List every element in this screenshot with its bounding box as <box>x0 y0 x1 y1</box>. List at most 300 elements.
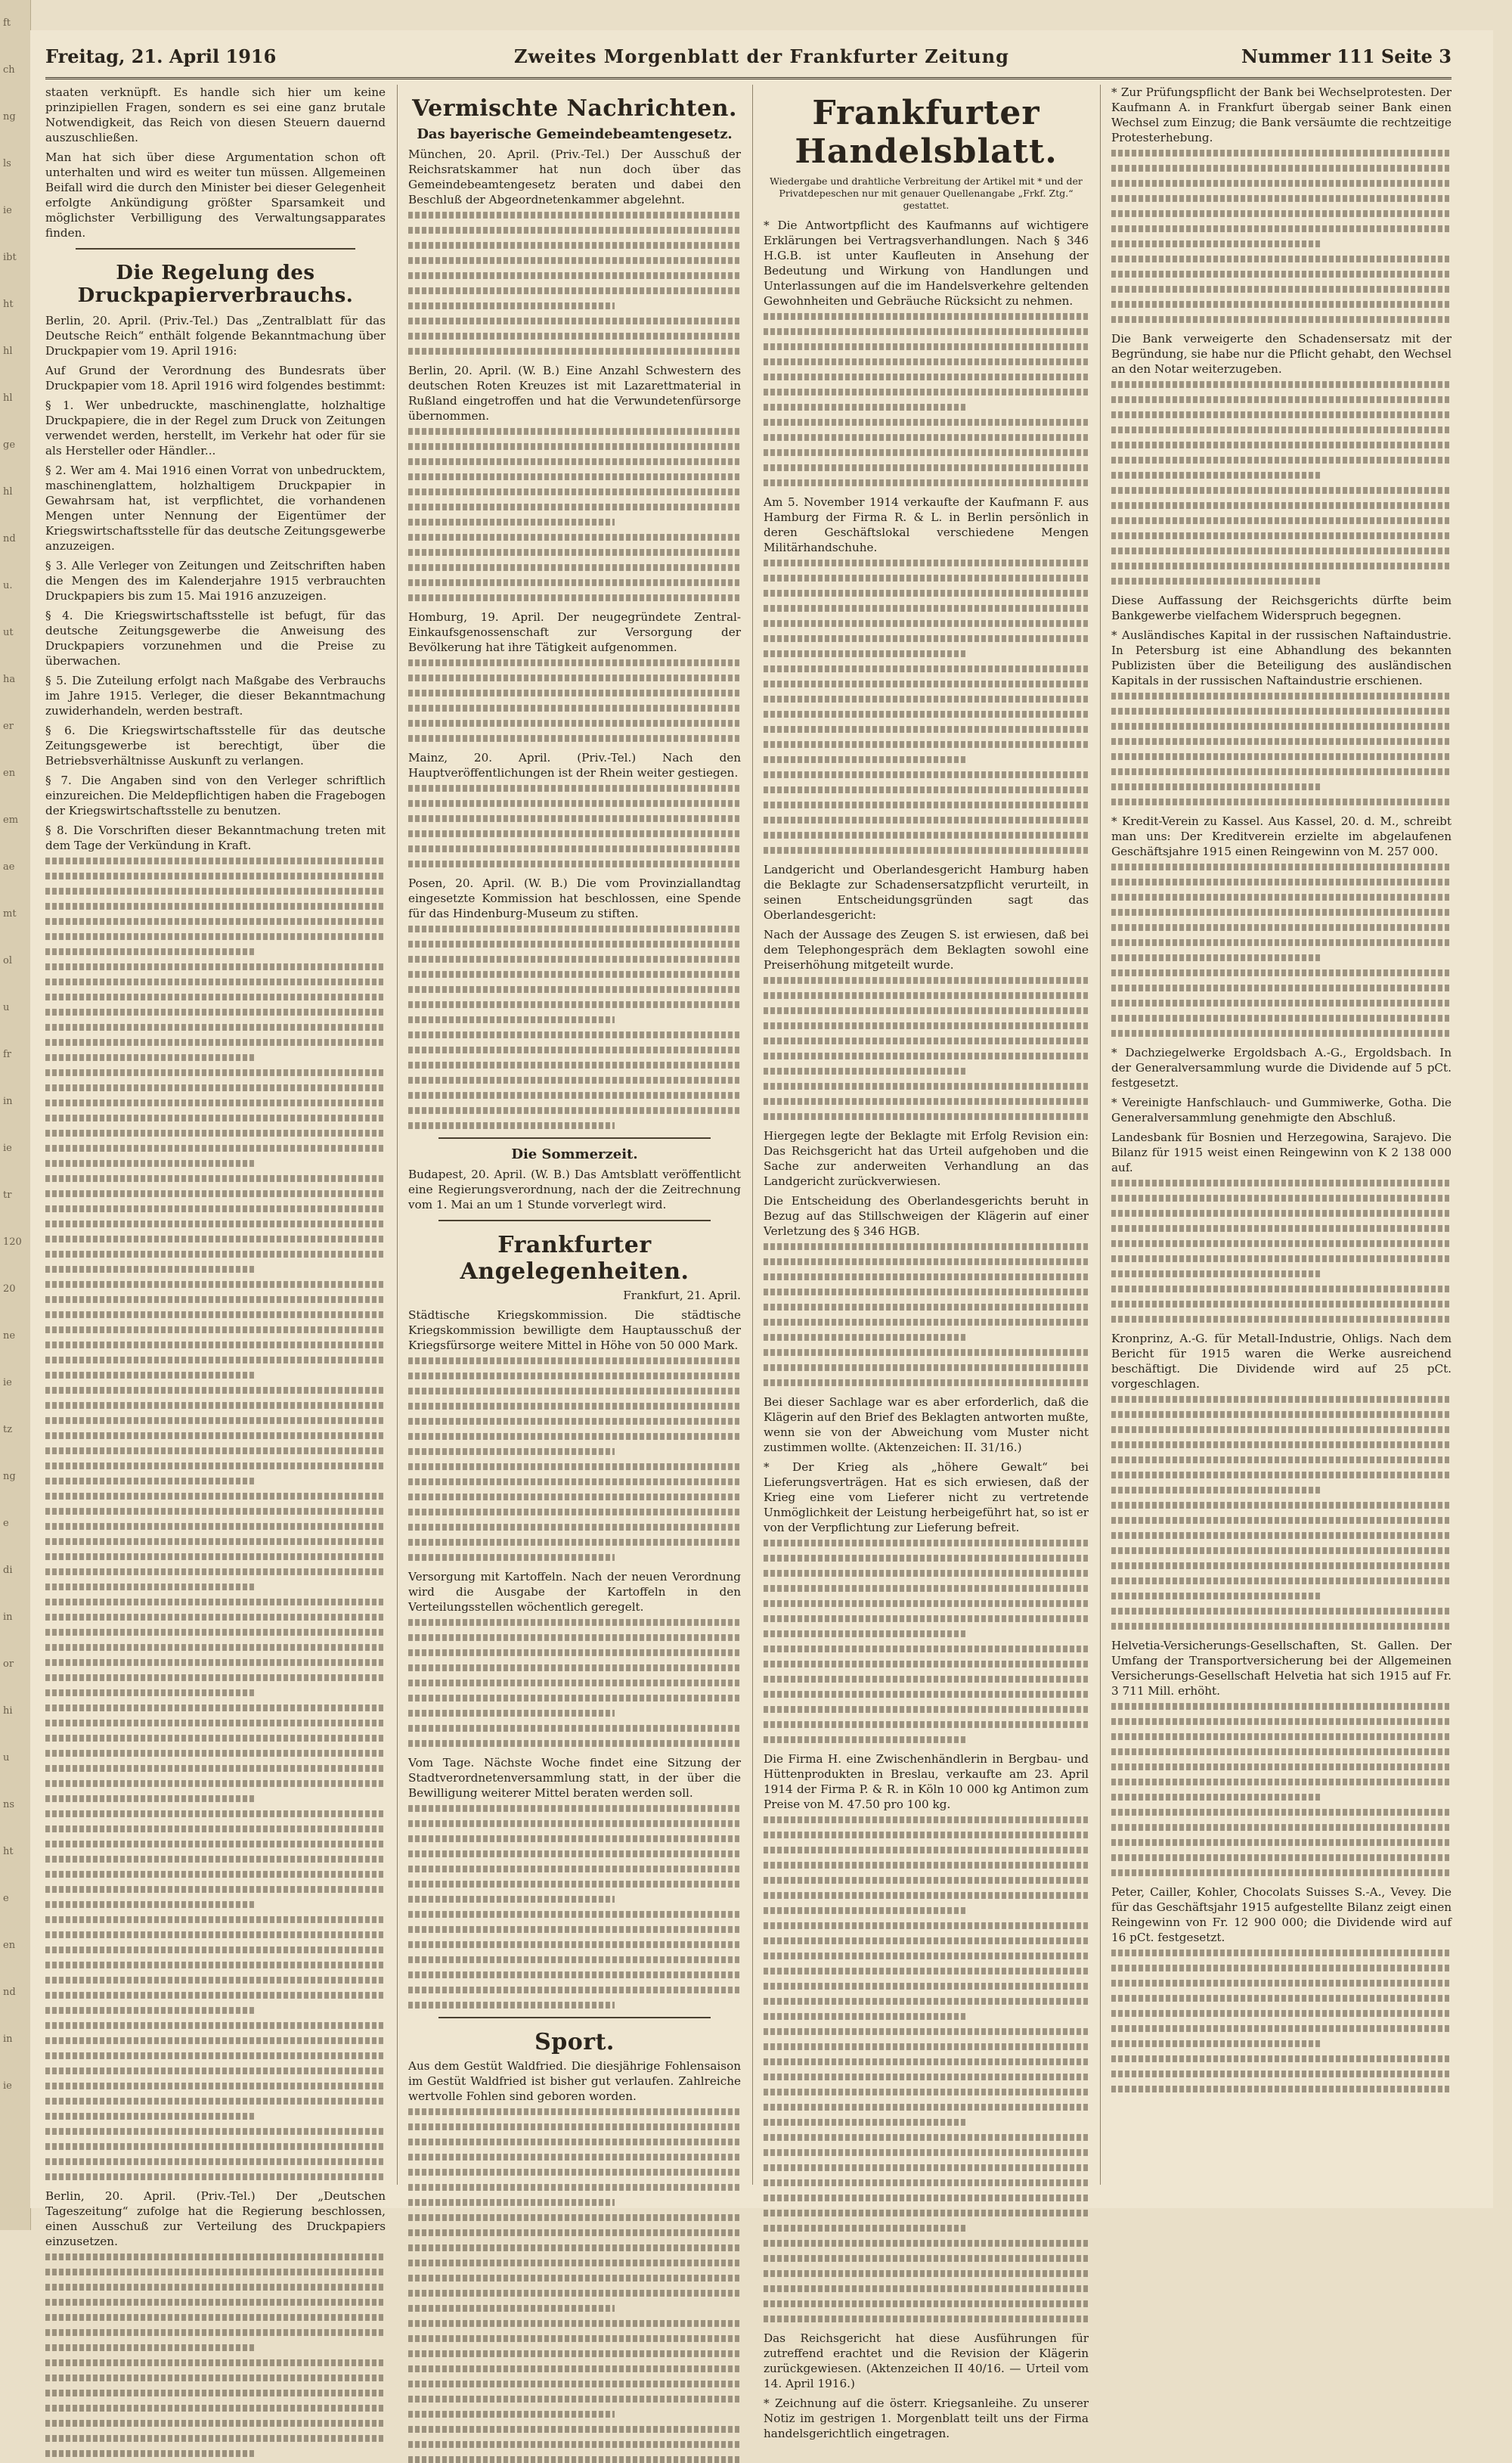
article-text: § 5. Die Zuteilung erfolgt nach Maßgabe des Verbrauchs im Jahre 1915. Verleger, die dieser Bekanntmachung zuwiderhandeln, werden bestraft. <box>45 674 386 718</box>
text-line <box>408 800 741 807</box>
article-text: Vom Tage. Nächste Woche findet eine Sitzung der Stadtverordnetenversammlung statt, in der über die Bewilligung weiterer Mittel beraten werden soll. <box>408 1756 741 1800</box>
text-line <box>764 1022 1089 1029</box>
text-line <box>408 705 741 712</box>
text-line <box>45 1160 256 1167</box>
article-text: * Dachziegelwerke Ergoldsbach A.-G., Ergoldsbach. In der Generalversammlung wurde die Dividende auf 5 pCt. festgesetzt. <box>1111 1046 1452 1090</box>
article-text: Städtische Kriegskommission. Die städtische Kriegskommission bewilligte dem Hauptausschuß der Kriegsfürsorge weitere Mittel in Höhe von 50 000 Mark. <box>408 1308 741 1352</box>
article-text: * Die Antwortpflicht des Kaufmanns auf wichtigere Erklärungen bei Vertragsverhandlungen. Nach § 346 H.G.B. ist unter Kaufleuten in Ansehung der Bedeutung und Wirkung von Handlungen und Unterlassungen auf die im Handelsverkehre geltenden Gewohnheiten und Gebräuche Rücksicht zu nehmen. <box>764 219 1089 308</box>
text-line <box>408 2139 741 2145</box>
margin-fragment: ng <box>3 111 16 123</box>
text-line <box>1111 301 1452 308</box>
text-line <box>45 1977 386 1984</box>
text-line <box>764 2255 1089 2262</box>
text-line <box>45 2098 386 2105</box>
text-line <box>1111 1950 1452 1956</box>
text-lines-filler <box>1111 864 1452 1037</box>
text-line <box>45 2435 386 2442</box>
text-line <box>408 458 741 465</box>
text-line <box>1111 1270 1322 1277</box>
text-line <box>408 2169 741 2176</box>
text-line <box>1111 225 1452 232</box>
text-line <box>1111 1869 1452 1876</box>
margin-fragment: ha <box>3 674 16 685</box>
text-line <box>764 1334 965 1341</box>
text-line <box>408 1926 741 1933</box>
text-line <box>764 1585 1089 1592</box>
text-line <box>764 2013 965 2020</box>
text-line <box>1111 256 1452 262</box>
text-line <box>764 2285 1089 2292</box>
text-line <box>1111 1180 1452 1187</box>
text-line <box>1111 1809 1452 1816</box>
text-line <box>1111 165 1452 172</box>
text-line <box>1111 969 1452 976</box>
text-line <box>764 1983 1089 1990</box>
article-text: § 1. Wer unbedruckte, maschinenglatte, holzhaltige Druckpapiere, die in der Regel zum Druck von Zeitungen verwendet werden, herstellt, im Verkehr hat oder für sie als Hersteller oder Händler... <box>45 399 386 458</box>
text-line <box>764 1907 965 1914</box>
text-line <box>1111 1794 1322 1801</box>
article-text: Peter, Cailler, Kohler, Chocolats Suisses S.-A., Vevey. Die für das Geschäftsjahr 1915 aufgestellte Bilanz zeigt einen Reingewinn von Fr. 12 900 000; die Dividende wird auf 16 pCt. festgesetzt. <box>1111 1885 1452 1944</box>
text-line <box>45 2037 386 2044</box>
article-text: Bei dieser Sachlage war es aber erforderlich, daß die Klägerin auf den Brief des Beklagten antworten mußte, wenn sie von der Abweichung vom Muster nicht zustimmen wollte. (Aktenzeichen: II. 31/16.) <box>764 1395 1089 1454</box>
text-line <box>408 2275 741 2282</box>
text-line <box>1111 894 1452 901</box>
text-line <box>45 1145 386 1152</box>
text-line <box>45 1478 256 1484</box>
text-line <box>408 1509 741 1515</box>
text-line <box>45 1236 386 1242</box>
article-text: § 3. Alle Verleger von Zeitungen und Zeitschriften haben die Mengen des im Kalenderjahre 1915 verbrauchten Druckpapiers bis zum 15. Mai 1916 anzuzeigen. <box>45 559 386 603</box>
text-line <box>408 1881 741 1888</box>
text-line <box>45 2067 386 2074</box>
text-line <box>45 933 386 940</box>
article-text: München, 20. April. (Priv.-Tel.) Der Ausschuß der Reichsratskammer hat nun doch über das Gemeindebeamtengesetz beraten und dabei den Beschluß der Abgeordnetenkammer abgelehnt. <box>408 147 741 206</box>
article-text: Berlin, 20. April. (W. B.) Eine Anzahl Schwestern des deutschen Roten Kreuzes ist mit Lazarettmaterial in Rußland eingetroffen und hat die Verwundetenfürsorge übernommen. <box>408 364 741 423</box>
text-line <box>408 1539 741 1546</box>
text-line <box>45 1750 386 1757</box>
text-line <box>408 1866 741 1872</box>
text-line <box>45 1674 386 1681</box>
text-line <box>45 2158 386 2165</box>
article-text: Homburg, 19. April. Der neugegründete Zentral-Einkaufsgenossenschaft zur Versorgung der Bevölkerung hat ihre Tätigkeit aufgenommen. <box>408 610 741 654</box>
text-lines-filler <box>764 1243 1089 1386</box>
text-line <box>45 2420 386 2427</box>
text-line <box>1111 210 1452 217</box>
text-line <box>45 1856 386 1863</box>
article-text: Mainz, 20. April. (Priv.-Tel.) Nach den Hauptveröffentlichungen ist der Rhein weiter gestiegen. <box>408 751 741 780</box>
text-line <box>45 1962 386 1968</box>
text-line <box>408 1122 615 1129</box>
text-line <box>45 1705 386 1711</box>
text-line <box>45 2390 386 2396</box>
text-line <box>408 2123 741 2130</box>
text-line <box>1111 381 1452 388</box>
text-line <box>764 1068 965 1075</box>
text-line <box>764 1691 1089 1698</box>
margin-fragment: tr <box>3 1190 12 1201</box>
article-text: Man hat sich über diese Argumentation schon oft unterhalten und wird es weiter tun müssen. Allgemeinen Beifall wird die durch den Minister bei dieser Gelegenheit erfolgte Ankündigung größter Sparsamkeit und möglichster Verbilligung des Verwaltungsapparates finden. <box>45 150 386 240</box>
text-line <box>1111 879 1452 886</box>
header-page-number: Nummer 111 Seite 3 <box>1241 45 1452 67</box>
text-line <box>45 1311 386 1318</box>
text-line <box>764 635 1089 642</box>
text-line <box>764 2134 1089 2141</box>
text-line <box>764 1540 1089 1546</box>
text-line <box>764 479 1089 486</box>
text-line <box>764 2210 1089 2216</box>
article-text: § 7. Die Angaben sind von den Verleger schriftlich einzureichen. Die Meldepflichtigen haben die Fragebogen der Kriegswirtschaftsstelle zu benutzen. <box>45 774 386 817</box>
article-text: § 6. Die Kriegswirtschaftsstelle für das deutsche Zeitungsgewerbe ist berechtigt, über die Betriebsverhältnisse Auskunft zu verlangen. <box>45 724 386 768</box>
text-line <box>408 845 741 852</box>
article-text: * Zur Prüfungspflicht der Bank bei Wechselprotesten. Der Kaufmann A. in Frankfurt übergab seiner Bank einen Wechsel zum Einzug; die Bank versäumte die rechtzeitige Protesterhebung. <box>1111 85 1452 144</box>
text-line <box>764 404 965 411</box>
text-line <box>1111 1577 1452 1584</box>
margin-fragment: ie <box>3 1377 12 1388</box>
text-line <box>408 287 741 294</box>
text-line <box>408 971 741 978</box>
text-line <box>408 2411 615 2418</box>
text-line <box>45 963 386 970</box>
text-line <box>408 2335 741 2342</box>
text-line <box>764 1832 1089 1838</box>
text-line <box>408 1820 741 1827</box>
text-line <box>764 1630 965 1637</box>
text-line <box>408 594 741 601</box>
margin-fragment: er <box>3 721 14 732</box>
text-line <box>764 802 1089 808</box>
article-text: Helvetia-Versicherungs-Gesellschaften, St. Gallen. Der Umfang der Transportversicherung bei der Allgemeinen Versicherungs-Gesellschaft Helvetia hat sich 1915 auf Fr. 3 711 Mill. erhöht. <box>1111 1639 1452 1698</box>
text-line <box>1111 1030 1452 1037</box>
text-line <box>408 1554 615 1561</box>
text-line <box>764 1007 1089 1014</box>
text-line <box>45 1508 386 1515</box>
text-line <box>45 1931 386 1938</box>
text-line <box>45 1901 256 1908</box>
text-lines-filler <box>408 1619 741 1747</box>
text-line <box>764 665 1089 672</box>
text-line <box>1111 1015 1452 1022</box>
text-line <box>45 1629 386 1636</box>
text-line <box>408 861 741 867</box>
text-line <box>408 242 741 249</box>
text-line <box>45 2083 386 2089</box>
text-lines-filler <box>1111 1950 1452 2092</box>
margin-fragment: fr <box>3 1049 12 1060</box>
text-line <box>45 2450 256 2457</box>
article-text: Das Reichsgericht hat diese Ausführungen für zutreffend erachtet und die Revision der Klägerin zurückgewiesen. (Aktenzeichen II 40/16. — Urteil vom 14. April 1916.) <box>764 2331 1089 2390</box>
margin-fragment: en <box>3 768 16 779</box>
text-line <box>45 1205 386 1212</box>
article-subheadline: Das bayerische Gemeindebeamtengesetz. <box>417 126 733 142</box>
text-line <box>1111 548 1452 554</box>
divider <box>438 1137 711 1139</box>
text-lines-filler <box>45 858 386 2180</box>
text-line <box>764 1289 1089 1295</box>
text-lines-filler <box>1111 1180 1452 1323</box>
text-line <box>764 2058 1089 2065</box>
text-line <box>764 2149 1089 2156</box>
text-lines-filler <box>408 212 741 355</box>
text-line <box>408 2244 741 2251</box>
text-line <box>408 1680 741 1686</box>
column-rule <box>1100 85 1101 2185</box>
margin-fragment: ol <box>3 955 12 966</box>
text-line <box>1111 723 1452 730</box>
text-lines-filler <box>408 1805 741 2009</box>
text-lines-filler <box>764 977 1089 1120</box>
text-line <box>408 1403 741 1410</box>
text-line <box>45 1659 386 1666</box>
text-line <box>408 1805 741 1812</box>
text-line <box>45 1372 256 1379</box>
text-lines-filler <box>1111 381 1452 585</box>
article-text: Berlin, 20. April. (Priv.-Tel.) Der „Deutschen Tageszeitung“ zufolge hat die Regierung beschlossen, einen Ausschuß zur Verteilung des Druckpapiers einzusetzen. <box>45 2189 386 2248</box>
text-line <box>408 785 741 792</box>
text-line <box>764 1600 1089 1607</box>
text-line <box>45 1432 386 1439</box>
text-line <box>408 2260 741 2266</box>
text-line <box>45 1841 386 1847</box>
margin-fragment: ft <box>3 17 11 29</box>
text-line <box>1111 316 1452 323</box>
text-line <box>1111 1824 1452 1831</box>
text-lines-filler <box>408 926 741 1129</box>
text-lines-filler <box>1111 150 1452 323</box>
text-line <box>408 1478 741 1485</box>
text-line <box>764 741 1089 748</box>
article-subheadline: Die Sommerzeit. <box>511 1146 638 1162</box>
text-line <box>1111 1441 1452 1448</box>
margin-fragment: u. <box>3 580 13 591</box>
section-headline: Frankfurter Angelegenheiten. <box>460 1232 689 1285</box>
article-text: Budapest, 20. April. (W. B.) Das Amtsblatt veröffentlicht eine Regierungsverordnung, nach der die Zeitrechnung vom 1. Mai an um 1 Stunde vorverlegt wird. <box>408 1168 741 1211</box>
text-line <box>45 1296 386 1303</box>
text-line <box>408 1092 741 1099</box>
text-line <box>45 2052 386 2059</box>
margin-fragment: ge <box>3 439 16 451</box>
text-line <box>764 1646 1089 1652</box>
text-line <box>45 1251 386 1258</box>
text-line <box>408 1463 741 1470</box>
text-line <box>764 2043 1089 2050</box>
text-line <box>408 1941 741 1948</box>
text-line <box>1111 240 1322 247</box>
text-line <box>1111 909 1452 916</box>
margin-fragment: or <box>3 1658 14 1670</box>
text-line <box>764 1555 1089 1562</box>
text-line <box>45 918 386 925</box>
text-line <box>45 2113 256 2120</box>
text-line <box>45 1039 386 1046</box>
text-line <box>45 1463 386 1469</box>
text-line <box>408 1494 741 1500</box>
text-line <box>764 786 1089 793</box>
text-line <box>764 2089 1089 2095</box>
text-line <box>1111 502 1452 509</box>
text-line <box>45 1553 386 1560</box>
text-line <box>45 1447 386 1454</box>
text-line <box>408 2290 741 2297</box>
header-date: Freitag, 21. April 1916 <box>45 45 277 67</box>
text-line <box>408 986 741 993</box>
text-line <box>408 941 741 948</box>
text-line <box>1111 1703 1452 1710</box>
text-lines-filler <box>45 2254 386 2457</box>
text-line <box>764 726 1089 733</box>
text-line <box>764 771 1089 778</box>
text-line <box>45 858 386 864</box>
text-line <box>408 519 615 526</box>
text-lines-filler <box>408 428 741 601</box>
margin-fragment: ut <box>3 627 14 638</box>
text-line <box>408 272 741 279</box>
text-line <box>1111 1396 1452 1403</box>
article-text: Die Bank verweigerte den Schadensersatz mit der Begründung, sie habe nur die Pflicht gehabt, den Wechsel an den Notar weiterzugeben. <box>1111 332 1452 376</box>
text-line <box>408 2456 741 2463</box>
text-line <box>408 2199 615 2206</box>
text-line <box>45 1402 386 1409</box>
text-line <box>1111 195 1452 202</box>
text-line <box>1111 1623 1452 1630</box>
text-line <box>1111 768 1452 775</box>
text-line <box>45 1992 386 1999</box>
text-line <box>1111 1718 1452 1725</box>
text-line <box>1111 2055 1452 2062</box>
text-line <box>1111 939 1452 946</box>
margin-fragment: tz <box>3 1424 13 1435</box>
text-line <box>45 2375 386 2381</box>
margin-fragment: hl <box>3 346 13 357</box>
text-lines-filler <box>764 1540 1089 1743</box>
margin-fragment: u <box>3 1002 10 1013</box>
text-line <box>764 992 1089 999</box>
text-line <box>45 948 256 955</box>
text-line <box>1111 985 1452 991</box>
text-line <box>1111 1608 1452 1615</box>
text-line <box>408 1448 615 1455</box>
divider <box>438 2017 711 2018</box>
text-line <box>764 2074 1089 2080</box>
text-line <box>408 549 741 556</box>
text-line <box>764 817 1089 824</box>
article-text: * Zeichnung auf die österr. Kriegsanleihe. Zu unserer Notiz im gestrigen 1. Morgenblatt teilt uns der Firma handelsgerichtlich eingetragen. <box>764 2396 1089 2440</box>
article-text: Kronprinz, A.-G. für Metall-Industrie, Ohligs. Nach dem Bericht für 1915 waren die Werke ausreichend beschäftigt. Die Dividende wird auf 25 pCt. vorgeschlagen. <box>1111 1332 1452 1391</box>
text-line <box>408 1619 741 1626</box>
margin-fragment: e <box>3 1893 9 1904</box>
text-line <box>1111 1000 1452 1007</box>
margin-fragment: ng <box>3 1471 16 1482</box>
margin-fragment: nd <box>3 533 16 544</box>
text-line <box>408 2381 741 2387</box>
text-line <box>45 1689 256 1696</box>
text-line <box>764 1364 1089 1371</box>
text-line <box>45 2405 386 2412</box>
text-line <box>1111 1487 1322 1494</box>
column-3 <box>764 85 1089 2440</box>
text-line <box>45 1947 386 1953</box>
text-line <box>408 1001 741 1008</box>
text-line <box>45 1069 386 1076</box>
margin-fragment: hl <box>3 486 13 498</box>
article-text: Die Firma H. eine Zwischenhändlerin in Bergbau- und Hüttenprodukten in Breslau, verkaufte am 23. April 1914 der Firma P. & R. in Köln 10 000 kg Antimon zum Preise von M. 47.50 pro 100 kg. <box>764 1752 1089 1811</box>
text-line <box>408 2441 741 2448</box>
text-line <box>764 1847 1089 1853</box>
margin-fragment: di <box>3 1565 13 1576</box>
text-line <box>764 1243 1089 1250</box>
text-line <box>45 1326 386 1333</box>
text-line <box>764 696 1089 703</box>
text-line <box>1111 2086 1452 2092</box>
article-text: Aus dem Gestüt Waldfried. Die diesjährige Fohlensaison im Gestüt Waldfried ist bisher gut verlaufen. Zahlreiche wertvolle Fohlen sind geboren worden. <box>408 2059 741 2103</box>
text-line <box>45 2314 386 2321</box>
margin-fragment: ie <box>3 205 12 216</box>
text-line <box>1111 2071 1452 2077</box>
text-line <box>1111 1502 1452 1509</box>
article-headline: Die Regelung des Druckpapierverbrauchs. <box>77 262 354 307</box>
text-line <box>45 1871 386 1878</box>
text-line <box>764 1273 1089 1280</box>
text-line <box>764 1349 1089 1356</box>
text-line <box>45 1523 386 1530</box>
article-text: Hiergegen legte der Beklagte mit Erfolg Revision ein: Das Reichsgericht hat das Urteil aufgehoben und die Sache zur anderweiten Verhandlung an das Landgericht zurückverwiesen. <box>764 1129 1089 1188</box>
text-line <box>1111 1472 1452 1478</box>
margin-fragment: ie <box>3 2080 12 2092</box>
adjacent-page-margin <box>0 0 31 2230</box>
text-line <box>764 434 1089 441</box>
text-line <box>45 2022 386 2029</box>
text-line <box>45 1342 386 1348</box>
text-line <box>408 1433 741 1440</box>
text-line <box>408 1710 615 1717</box>
text-line <box>408 1725 741 1732</box>
text-line <box>1111 427 1452 433</box>
text-line <box>45 994 386 1000</box>
text-line <box>45 1115 386 1121</box>
text-line <box>408 956 741 963</box>
text-line <box>408 659 741 666</box>
text-line <box>408 1062 741 1069</box>
text-line <box>45 1493 386 1500</box>
text-line <box>1111 563 1452 569</box>
article-text: * Vereinigte Hanfschlauch- und Gummiwerke, Gotha. Die Generalversammlung genehmigte den Abschluß. <box>1111 1096 1452 1124</box>
text-line <box>408 1971 741 1978</box>
text-line <box>764 711 1089 718</box>
margin-fragment: ae <box>3 861 15 873</box>
text-line <box>408 1047 741 1053</box>
margin-fragment: hi <box>3 1705 13 1717</box>
article-text: § 8. Die Vorschriften dieser Bekanntmachung treten mit dem Tage der Verkündung in Kraft. <box>45 824 386 852</box>
margin-fragment: ibt <box>3 252 17 263</box>
margin-fragment: ne <box>3 1330 16 1342</box>
column-4 <box>1111 85 1452 2200</box>
text-line <box>764 2270 1089 2277</box>
text-line <box>1111 1456 1452 1463</box>
text-line <box>1111 180 1452 187</box>
dateline: Frankfurt, 21. April. <box>623 1289 741 1302</box>
text-line <box>408 1016 615 1023</box>
text-line <box>764 650 965 657</box>
article-text: staaten verknüpft. Es handle sich hier um keine prinzipiellen Fragen, sondern es sei eine ganz brutale Notwendigkeit, das Reich von diesen Steuern dauernd auszuschließen. <box>45 85 386 144</box>
text-line <box>45 2329 386 2336</box>
text-line <box>45 1054 256 1061</box>
text-line <box>45 1795 256 1802</box>
text-lines-filler <box>408 785 741 867</box>
text-line <box>764 1937 1089 1944</box>
column-1 <box>45 85 386 2248</box>
text-line <box>45 2143 386 2150</box>
column-rule <box>397 85 398 2185</box>
text-line <box>45 1130 386 1137</box>
